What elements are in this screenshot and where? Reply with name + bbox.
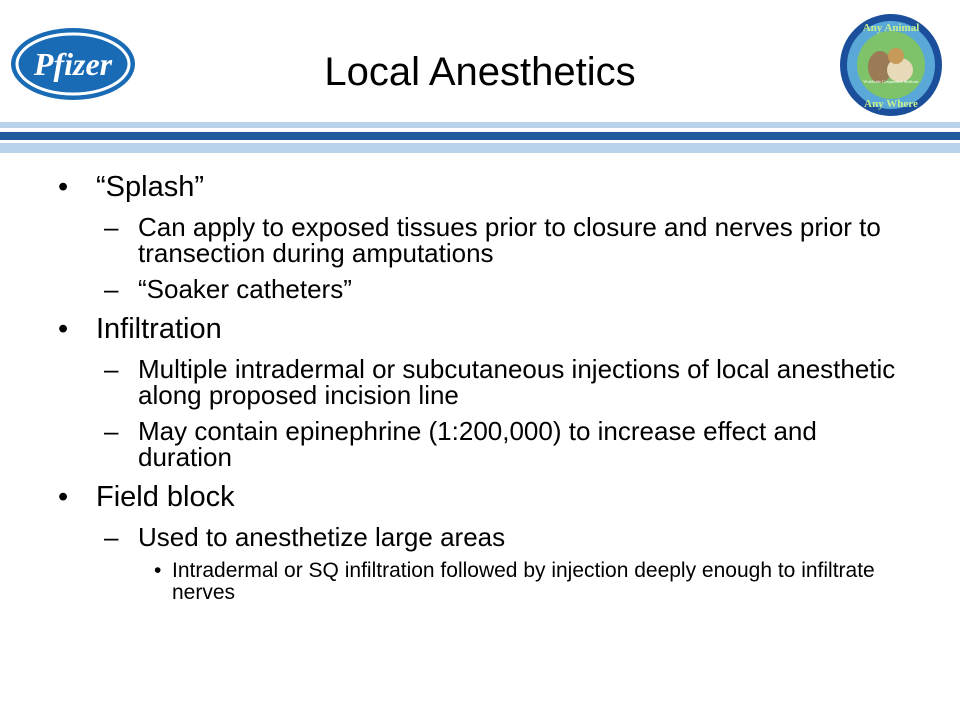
sub-bullet-text: May contain epinephrine (1:200,000) to increase effect and duration [138,416,817,472]
sub-bullet-item [58,356,918,408]
sub-sub-bullet-text: Intradermal or SQ infiltration followed by injection deeply enough to infiltrate nerves [172,559,875,604]
bullet-dot-icon: • [58,481,69,513]
bullet-item [58,480,918,514]
slide-header [0,0,960,125]
slide-title: Local Anesthetics [324,50,636,94]
sub-bullet-text: Multiple intradermal or subcutaneous injections of local anesthetic along proposed incision line [138,354,896,410]
dash-marker-icon: – [104,354,119,384]
bullet-text: “Splash” [96,171,204,203]
bullet-dot-icon: • [58,313,69,345]
dash-marker-icon: – [104,416,119,446]
bullet-dot-icon: • [154,559,162,582]
bullet-dot-icon: • [58,171,69,203]
svg-text:Any Where: Any Where [864,98,918,110]
bullet-item [58,312,918,346]
bullet-text: Infiltration [96,313,222,345]
sub-bullet-item [58,524,918,550]
svg-text:Any Animal: Any Animal [862,22,920,34]
slide-body [58,166,918,604]
any-animal-seal-logo [838,12,944,118]
sub-bullet-text: Can apply to exposed tissues prior to closure and nerves prior to transection during amputations [138,212,881,268]
dash-marker-icon: – [104,212,119,242]
bullet-text: Field block [96,481,235,513]
sub-bullet-item [58,214,918,266]
sub-sub-bullet-item [58,560,918,604]
sub-bullet-item [58,418,918,470]
bullet-item [58,170,918,204]
dash-marker-icon: – [104,522,119,552]
sub-bullet-text: Used to anesthetize large areas [138,522,506,552]
header-divider-bars [0,122,960,154]
svg-text:Pfizer: Pfizer [33,46,113,82]
dash-marker-icon: – [104,274,119,304]
sub-bullet-text: “Soaker catheters” [138,274,352,304]
svg-text:Worldwide Comparative Medicine: Worldwide Comparative Medicine [863,79,919,84]
sub-bullet-item [58,276,918,302]
